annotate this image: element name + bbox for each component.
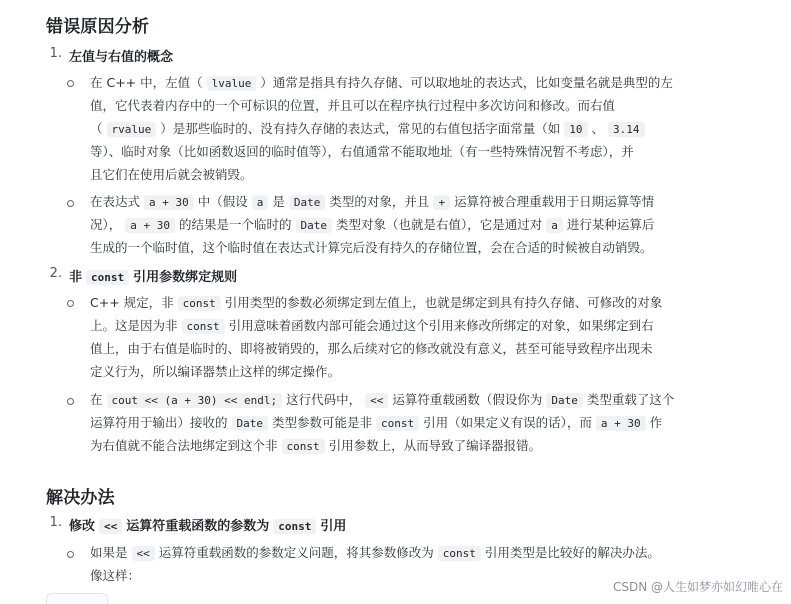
text-run: （ [90, 121, 103, 136]
text-run: 运算符被合理重载用于日期运算等情 [454, 194, 655, 209]
text-run: 引用参数上，从而导致了编译器报错。 [328, 438, 542, 453]
inline-code: const [376, 416, 419, 431]
inline-code: a + 30 [596, 416, 646, 431]
inline-code: << [99, 519, 122, 534]
text-run: ）通常是指具有持久存储、可以取地址的表达式，比如变量名就是典型的左 [260, 75, 673, 90]
text-run: 运算符重载函数的参数为 [126, 519, 270, 534]
text-run: 类型重载了这个 [586, 392, 675, 407]
text-line [90, 388, 740, 411]
inline-code: const [182, 319, 225, 334]
inline-code: << [365, 393, 388, 408]
text-line [90, 117, 740, 140]
text-line [90, 190, 740, 213]
text-line [90, 337, 740, 360]
text-line [90, 94, 740, 117]
text-run: 类型对象（也就是右值），它是通过对 [336, 217, 543, 232]
list-number: 1. [49, 46, 62, 61]
text-line [90, 140, 740, 163]
text-line [90, 213, 740, 236]
text-run: 中（假设 [197, 194, 248, 209]
text-line [90, 71, 740, 94]
inline-code: const [282, 439, 325, 454]
text-run: 值，它代表着内存中的一个可标识的位置，并且可以在程序执行过程中多次访问和修改。而右值 [90, 98, 616, 113]
text-run: 引用（如果定义有误的话），而 [423, 415, 592, 430]
text-run: 运算符重载函数的参数定义问题，将其参数修改为 [158, 545, 434, 560]
bullet-icon [67, 551, 74, 558]
text-run: 在表达式 [90, 194, 141, 209]
text-line [90, 163, 740, 186]
text-run: 、 [591, 121, 605, 136]
inline-code: a [252, 195, 269, 210]
text-run: C++ 规定，非 [90, 295, 174, 310]
csdn-watermark: CSDN @人生如梦亦如幻唯心在 [612, 580, 783, 594]
inline-code: const [178, 296, 221, 311]
inline-code: a [546, 218, 563, 233]
section-heading-error-analysis: 错误原因分析 [46, 17, 150, 37]
bullet-icon [67, 200, 74, 207]
list-number: 2. [49, 266, 62, 281]
text-run: 在 [90, 392, 103, 407]
paragraph [90, 190, 740, 259]
inline-code: a + 30 [144, 195, 194, 210]
inline-code: a + 30 [125, 218, 175, 233]
item-title-modify-params [69, 515, 346, 534]
text-run: 像这样： [90, 568, 141, 583]
text-run: 进行某种运算后 [566, 217, 655, 232]
text-run: 运算符重载函数（假设你为 [392, 392, 543, 407]
text-run: 这行代码中， [286, 392, 362, 407]
list-number: 1. [49, 515, 62, 530]
text-run: 非 [69, 270, 83, 285]
inline-code: << [132, 546, 155, 561]
text-run: 引用类型的参数必须绑定到左值上，也就是绑定到具有持久存储、可修改的对象 [224, 295, 663, 310]
item-title-const-binding [69, 266, 237, 285]
text-run: 值上，由于右值是临时的、即将被销毁的，那么后续对它的修改就没有意义，甚至可能导致程序出现未 [90, 341, 653, 356]
code-block [46, 593, 108, 604]
text-run: 运算符用于输出）接收的 [90, 415, 228, 430]
inline-code: const [438, 546, 481, 561]
text-run: 引用意味着函数内部可能会通过这个引用来修改所绑定的对象，如果绑定到右 [228, 318, 654, 333]
text-line [90, 411, 740, 434]
inline-code: 10 [564, 122, 587, 137]
inline-code: const [273, 519, 316, 534]
text-run: 引用类型是比较好的解决办法。 [484, 545, 660, 560]
inline-code: cout << (a + 30) << endl; [107, 393, 283, 408]
bullet-icon [67, 80, 74, 87]
item-title-lvalue-rvalue: 左值与右值的概念 [69, 50, 174, 65]
text-line [90, 360, 740, 383]
text-run: 况）， [90, 217, 122, 232]
text-line [90, 236, 740, 259]
inline-code: 3.14 [608, 122, 645, 137]
text-run: 修改 [69, 519, 96, 534]
inline-code: const [86, 270, 129, 285]
text-run: 类型的对象，并且 [329, 194, 430, 209]
inline-code: Date [232, 416, 269, 431]
text-run: 为右值就不能合法地绑定到这个非 [90, 438, 278, 453]
text-run: 如果是 [90, 545, 128, 560]
inline-code: Date [296, 218, 333, 233]
text-run: ）是那些临时的、没有持久存储的表达式，常见的右值包括字面常量（如 [160, 121, 561, 136]
text-run: 上。这是因为非 [90, 318, 178, 333]
text-run: 在 C++ 中，左值（ [90, 75, 203, 90]
paragraph [90, 71, 740, 186]
bullet-icon [67, 300, 74, 307]
text-line [90, 314, 740, 337]
text-run: 引用 [320, 519, 347, 534]
text-run: 定义行为，所以编译器禁止这样的绑定操作。 [90, 364, 341, 379]
text-run: 是 [272, 194, 285, 209]
text-line [90, 291, 740, 314]
text-run: 生成的一个临时值，这个临时值在表达式计算完后没有持久的存储位置，会在合适的时候被自动销毁。 [90, 240, 653, 255]
section-heading-solution: 解决办法 [46, 488, 115, 508]
bullet-icon [67, 398, 74, 405]
inline-code: Date [289, 195, 326, 210]
text-run: 的结果是一个临时的 [179, 217, 292, 232]
text-line [90, 434, 740, 457]
inline-code: Date [546, 393, 583, 408]
text-run: 且它们在使用后就会被销毁。 [90, 167, 253, 182]
inline-code: + [433, 195, 450, 210]
text-run: 等）、临时对象（比如函数返回的临时值等），右值通常不能取地址（有一些特殊情况暂不考虑），并 [90, 144, 634, 159]
inline-code: rvalue [107, 122, 157, 137]
text-run: 作 [649, 415, 663, 430]
text-run: 引用参数绑定规则 [133, 270, 238, 285]
text-run: 类型参数可能是非 [272, 415, 373, 430]
paragraph [90, 388, 740, 457]
paragraph [90, 291, 740, 383]
inline-code: lvalue [207, 76, 257, 91]
text-line [90, 541, 740, 564]
